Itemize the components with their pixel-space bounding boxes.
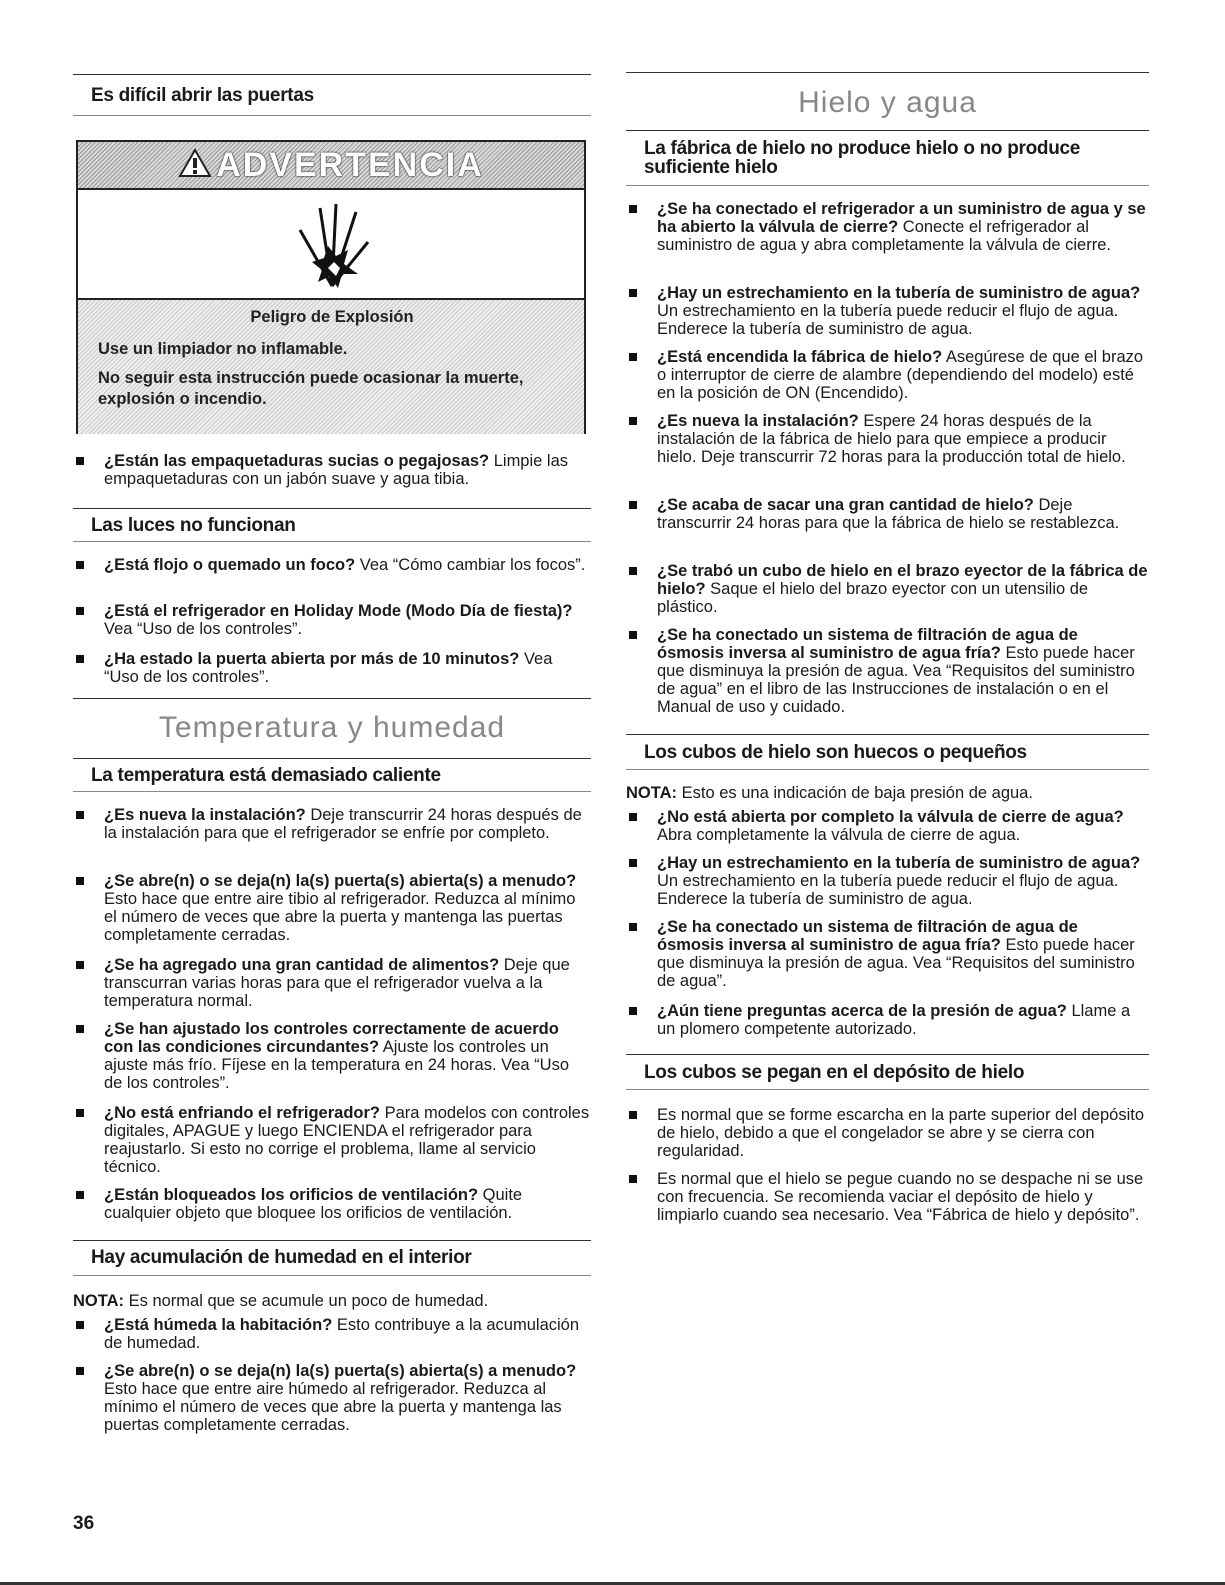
section-heading-humidity: Hay acumulación de humedad en el interior	[73, 1240, 591, 1276]
warning-subtitle: Peligro de Explosión	[250, 308, 414, 326]
warning-instruction: Use un limpiador no inflamable.	[98, 340, 348, 358]
bullet-icon	[629, 205, 637, 213]
list-item: ¿Se trabó un cubo de hielo en el brazo eyector de la fábrica de hielo? Saque el hielo del brazo eyector con un utensilio de plástico.	[626, 562, 1149, 616]
list-item: ¿Está flojo o quemado un foco? Vea “Cómo cambiar los focos”.	[73, 556, 591, 574]
list-item: Es normal que el hielo se pegue cuando no se despache ni se use con frecuencia. Se recomienda vaciar el depósito de hielo y limpiarlo cuando sea necesario. Vea “Fábrica de hielo y depósito”.	[626, 1170, 1149, 1224]
bullet-icon	[76, 1109, 84, 1117]
list-item: ¿Está encendida la fábrica de hielo? Asegúrese de que el brazo o interruptor de cierre de alambre (dependiendo del modelo) esté en la posición de ON (Encendido).	[626, 348, 1149, 402]
hollow-note: NOTA: Esto es una indicación de baja presión de agua.	[626, 784, 1033, 802]
bullet-icon	[76, 877, 84, 885]
bullet-icon	[629, 923, 637, 931]
bullet-icon	[629, 567, 637, 575]
section-heading-stick: Los cubos se pegan en el depósito de hielo	[626, 1054, 1149, 1090]
bullet-icon	[76, 1191, 84, 1199]
bullet-icon	[76, 811, 84, 819]
list-item: ¿Se ha agregado una gran cantidad de alimentos? Deje que transcurran varias horas para que el refrigerador vuelva a la temperatura normal.	[73, 956, 591, 1010]
bullet-icon	[629, 631, 637, 639]
list-item: ¿Se ha conectado un sistema de filtración de agua de ósmosis inversa al suministro de agua fría? Esto puede hacer que disminuya la presión de agua. Vea “Requisitos del suministro de agua”.	[626, 918, 1149, 990]
warning-box	[76, 140, 586, 434]
bullet-icon	[629, 1111, 637, 1119]
section-heading-doors: Es difícil abrir las puertas	[73, 74, 591, 116]
warning-consequence: No seguir esta instrucción puede ocasionar la muerte, explosión o incendio.	[98, 369, 524, 408]
list-item: ¿Es nueva la instalación? Deje transcurrir 24 horas después de la instalación para que el refrigerador se enfríe por completo.	[73, 806, 591, 842]
section-heading-hollow: Los cubos de hielo son huecos o pequeños	[626, 734, 1149, 770]
bullet-icon	[76, 961, 84, 969]
list-item: ¿Aún tiene preguntas acerca de la presión de agua? Llame a un plomero competente autorizado.	[626, 1002, 1149, 1038]
warning-banner: ADVERTENCIA	[78, 142, 584, 190]
list-item: ¿Están bloqueados los orificios de ventilación? Quite cualquier objeto que bloquee los orificios de ventilación.	[73, 1186, 591, 1222]
bullet-icon	[629, 353, 637, 361]
list-item: ¿Se ha conectado el refrigerador a un suministro de agua y se ha abierto la válvula de cierre? Conecte el refrigerador al suministro de agua y abra completamente la válvula de cierre.	[626, 200, 1149, 254]
list-item: ¿No está abierta por completo la válvula de cierre de agua? Abra completamente la válvula de cierre de agua.	[626, 808, 1149, 844]
bullet-icon	[76, 1025, 84, 1033]
bullet-icon	[76, 1321, 84, 1329]
list-item: ¿Se ha conectado un sistema de filtración de agua de ósmosis inversa al suministro de agua fría? Esto puede hacer que disminuya la presión de agua. Vea “Requisitos del suministro de agua” en el libro de las Instrucciones de instalación o en el Manual de uso y cuidado.	[626, 626, 1149, 716]
section-heading-icemaker: La fábrica de hielo no produce hielo o no produce suficiente hielo	[626, 130, 1149, 186]
bullet-icon	[76, 607, 84, 615]
list-item: ¿No está enfriando el refrigerador? Para modelos con controles digitales, APAGUE y luego ENCIENDA el refrigerador para reajustarlo. Si esto no corrige el problema, llame al servicio técnico.	[73, 1104, 591, 1176]
bullet-icon	[76, 655, 84, 663]
bullet-icon	[76, 1367, 84, 1375]
bullet-icon	[629, 289, 637, 297]
bullet-icon	[629, 1007, 637, 1015]
bullet-icon	[629, 813, 637, 821]
bullet-icon	[629, 501, 637, 509]
list-item: ¿Es nueva la instalación? Espere 24 horas después de la instalación de la fábrica de hielo para que empiece a producir hielo. Deje transcurrir 72 horas para la producción total de hielo.	[626, 412, 1149, 466]
list-item: ¿Se abre(n) o se deja(n) la(s) puerta(s) abierta(s) a menudo? Esto hace que entre aire tibio al refrigerador. Reduzca al mínimo el número de veces que abre la puerta y mantenga las puertas completamente cerradas.	[73, 872, 591, 944]
bullet-icon	[76, 561, 84, 569]
bullet-icon	[629, 1175, 637, 1183]
warning-body	[78, 300, 584, 434]
list-item: ¿Se han ajustado los controles correctamente de acuerdo con las condiciones circundantes? Ajuste los controles un ajuste más frío. Fíjese en la temperatura en 24 horas. Vea “Uso de los controles”.	[73, 1020, 591, 1092]
list-item: ¿Se abre(n) o se deja(n) la(s) puerta(s) abierta(s) a menudo? Esto hace que entre aire húmedo al refrigerador. Reduzca al mínimo el número de veces que abre la puerta y mantenga las puertas completamente cerradas.	[73, 1362, 591, 1434]
explosion-area	[78, 190, 584, 300]
bullet-icon	[629, 417, 637, 425]
list-item: Es normal que se forme escarcha en la parte superior del depósito de hielo, debido a que el congelador se abre y se cierra con regularidad.	[626, 1106, 1149, 1160]
list-item: ¿Está húmeda la habitación? Esto contribuye a la acumulación de humedad.	[73, 1316, 591, 1352]
list-item: ¿Hay un estrechamiento en la tubería de suministro de agua? Un estrechamiento en la tubería puede reducir el flujo de agua. Enderece la tubería de suministro de agua.	[626, 854, 1149, 908]
humidity-note: NOTA: Es normal que se acumule un poco de humedad.	[73, 1292, 489, 1310]
page-number: 36	[73, 1513, 95, 1534]
list-item: ¿Hay un estrechamiento en la tubería de suministro de agua? Un estrechamiento en la tubería puede reducir el flujo de agua. Enderece la tubería de suministro de agua.	[626, 284, 1149, 338]
list-item: ¿Está el refrigerador en Holiday Mode (Modo Día de fiesta)? Vea “Uso de los controles”.	[73, 602, 591, 638]
section-title-temperature: Temperatura y humedad	[73, 698, 591, 759]
list-item: ¿Se acaba de sacar una gran cantidad de hielo? Deje transcurrir 24 horas para que la fábrica de hielo se restablezca.	[626, 496, 1149, 532]
list-item: ¿Ha estado la puerta abierta por más de 10 minutos? Vea “Uso de los controles”.	[73, 650, 591, 686]
section-heading-hot: La temperatura está demasiado caliente	[73, 758, 591, 792]
bullet-icon	[629, 859, 637, 867]
list-item: ¿Están las empaquetaduras sucias o pegajosas? Limpie las empaquetaduras con un jabón suave y agua tibia.	[73, 452, 591, 488]
warning-triangle-icon	[178, 144, 212, 190]
explosion-icon	[290, 202, 374, 292]
bullet-icon	[76, 457, 84, 465]
section-heading-lights: Las luces no funcionan	[73, 508, 591, 542]
section-title-ice: Hielo y agua	[626, 72, 1149, 131]
